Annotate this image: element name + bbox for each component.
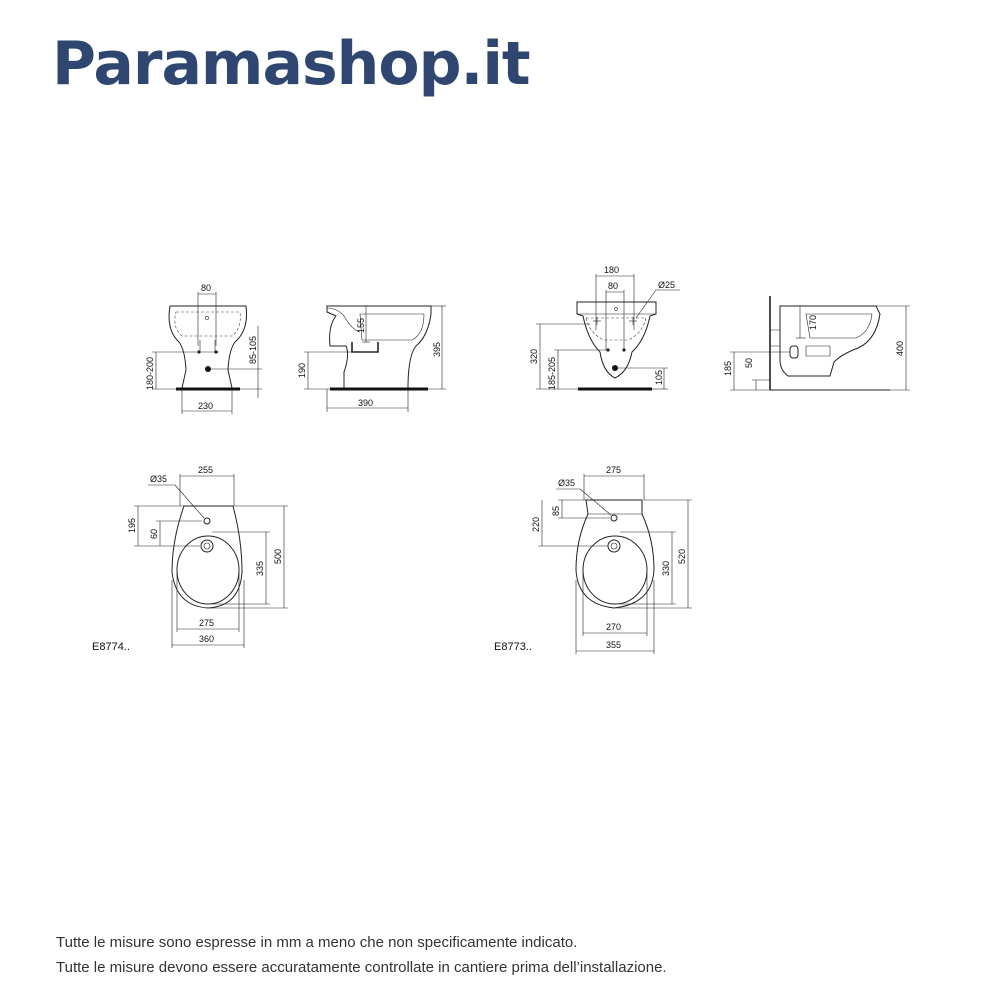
dim-c-185-205: 185-205	[547, 356, 557, 390]
dim-a-85-105: 85-105	[248, 335, 258, 364]
note-measure-units: Tutte le misure sono espresse in mm a meno che non specificamente indicato.	[56, 934, 578, 951]
dim-f-220: 220	[531, 516, 541, 532]
dim-b-395: 395	[432, 341, 442, 357]
dim-b-390: 390	[358, 398, 374, 408]
view-wall-side	[723, 296, 910, 390]
dim-e-195: 195	[127, 517, 137, 533]
model-code-right: E8773..	[494, 641, 532, 653]
view-floor-top	[92, 465, 288, 653]
view-wall-top	[494, 465, 692, 654]
note-check-on-site: Tutte le misure devono essere accuratamente controllate in cantiere prima dell’installazione.	[56, 959, 667, 976]
dim-d-50: 50	[744, 357, 754, 368]
view-floor-front	[145, 283, 262, 414]
dim-e-275: 275	[199, 618, 215, 628]
view-wall-front	[529, 265, 680, 390]
dim-f-355: 355	[606, 640, 622, 650]
dim-e-360: 360	[199, 634, 215, 644]
view-floor-side	[297, 306, 446, 412]
dim-f-85: 85	[551, 505, 561, 516]
dim-e-335: 335	[255, 560, 265, 576]
dim-a-230: 230	[198, 401, 214, 411]
model-code-left: E8774..	[92, 641, 130, 653]
dim-c-180: 180	[604, 265, 620, 275]
dim-e-255: 255	[198, 465, 214, 475]
dim-a-80: 80	[201, 283, 212, 293]
dim-e-d35: Ø35	[150, 474, 168, 484]
dim-b-155: 155	[356, 317, 366, 333]
dim-a-180-200: 180-200	[145, 356, 155, 390]
dim-c-105: 105	[654, 369, 664, 385]
dim-c-80: 80	[608, 281, 619, 291]
dim-d-170: 170	[808, 314, 818, 330]
dim-f-d35: Ø35	[558, 478, 576, 488]
dim-b-190: 190	[297, 362, 307, 378]
brand-logo: Paramashop.it	[52, 29, 530, 99]
dim-d-185: 185	[723, 360, 733, 376]
dim-f-330: 330	[661, 560, 671, 576]
dim-f-520: 520	[677, 548, 687, 564]
dim-e-60: 60	[149, 528, 159, 539]
dim-f-270: 270	[606, 622, 622, 632]
dim-f-275: 275	[606, 465, 622, 475]
dim-c-d25: Ø25	[658, 280, 676, 290]
dim-e-500: 500	[273, 548, 283, 564]
dim-d-400: 400	[895, 340, 905, 356]
dim-c-320: 320	[529, 348, 539, 364]
